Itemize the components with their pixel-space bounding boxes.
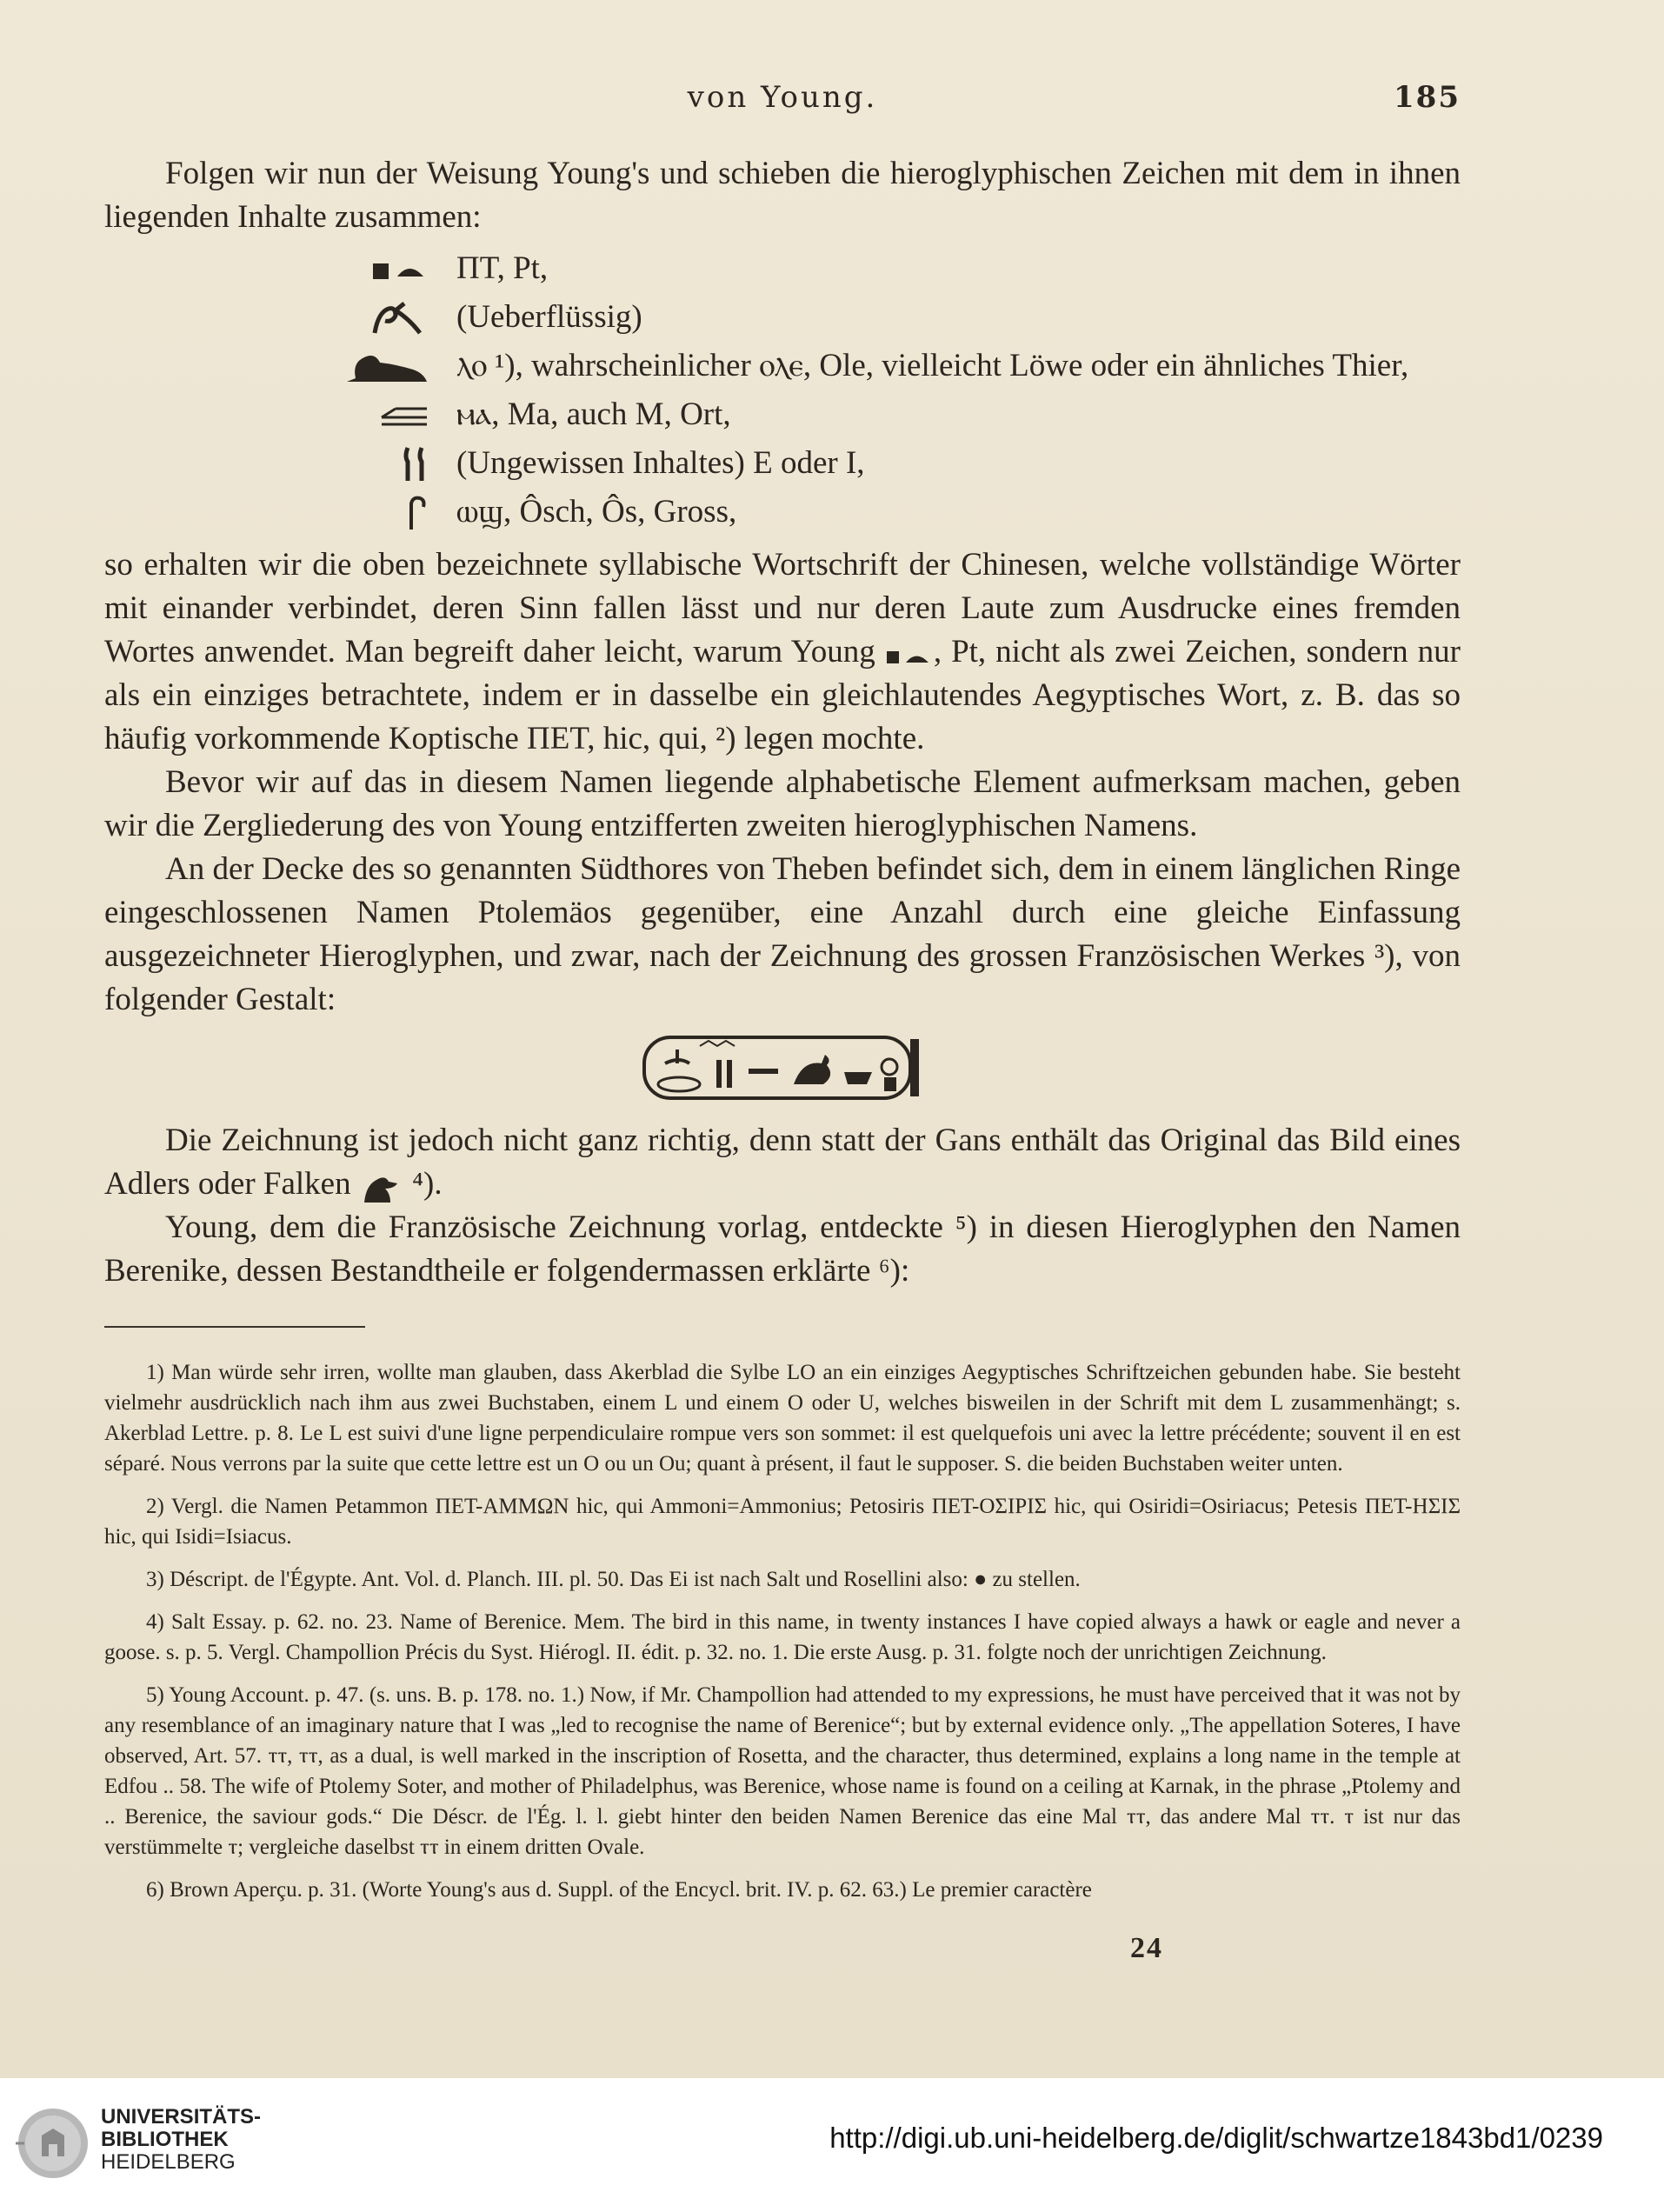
paragraph-4: An der Decke des so genannten Südthores von Theben befindet sich, dem in einem länglichen Ringe eingeschlossenen Namen Ptolemäos gegenüber, eine Anzahl durch eine gleiche Einfassung ausgezeichneter Hieroglyphen, und zwar, nach der Zeichnung des grossen Französischen Werkes ³), von folgender Gestalt: (104, 851, 1461, 1017)
pt-sign-inline-icon (885, 644, 934, 665)
glyph-list (104, 244, 1461, 536)
glyph-text: (Ungewissen Inhaltes) E oder I, (456, 445, 865, 481)
permalink-url[interactable]: http://digi.ub.uni-heidelberg.de/diglit/schwartze1843bd1/0239 (829, 2122, 1603, 2154)
falcon-sign-icon (359, 1168, 404, 1206)
page-number: 185 (1394, 80, 1461, 115)
paragraph-1: Folgen wir nun der Weisung Young's und schieben die hieroglyphischen Zeichen mit dem in ihnen liegenden Inhalte zusammen: (104, 156, 1461, 235)
glyph-row (104, 293, 1461, 342)
footnote: 4) Salt Essay. p. 62. no. 23. Name of Berenice. Mem. The bird in this name, in twenty instances I have copied always a hawk or eagle and never a goose. s. p. 5. Vergl. Champollion Précis du Syst. Hiérogl. II. édit. p. 32. no. 1. Die erste Ausg. p. 31. folgte noch der unrichtigen Zeichnung. (104, 1610, 1461, 1664)
footnote: 5) Young Account. p. 47. (s. uns. B. p. 178. no. 1.) Now, if Mr. Champollion had attended to my expressions, he must have perceived that it was not by any resemblance of an imaginary nature that I was „led to recognise the name of Berenice“; but by external evidence only. „The appellation Soteres, I have observed, Art. 57. ⲧⲧ, ⲧⲧ, as a dual, is well marked in the inscription of Rosetta, and the character, thus determined, explains a long name in the temple at Edfou .. 58. The wife of Ptolemy Soter, and mother of Philadelphus, was Berenice, whose name is found on a ceiling at Karnak, in the phrase „Ptolemy and .. Berenice, the saviour gods.“ Die Déscr. de l'Ég. l. l. giebt hinter den beiden Namen Berenice das eine Mal ⲧⲧ, das andere Mal ⲧⲧ. ⲧ ist nur das verstümmelte ⲧ; vergleiche daselbst ⲧⲧ in einem dritten Ovale. (104, 1683, 1461, 1859)
paragraph-6: Young, dem die Französische Zeichnung vorlag, entdeckte ⁵) in diesen Hieroglyphen den Namen Berenike, dessen Bestandtheile er folgendermassen erklärte ⁶): (104, 1209, 1461, 1289)
footnote: 1) Man würde sehr irren, wollte man glauben, dass Akerblad die Sylbe LO an ein einziges Aegyptisches Schriftzeichen gebunden habe. Sie besteht vielmehr ausdrücklich nach ihm aus zwei Buchstaben, einem L und einem O oder U, welches bisweilen in der Schrift mit dem L zusammenhängt; s. Akerblad Lettre. p. 8. Le L est suivi d'une ligne perpendiculaire rompue vers son sommet: il est quelquefois uni avec la lettre précédente; souvent il en est séparé. Nous verrons par la suite que cette lettre est un O ou un Ou; quant à présent, il faut le supposer. S. die beiden Buchstaben weiter unten. (104, 1361, 1461, 1476)
paragraph-2: so erhalten wir die oben bezeichnete syllabische Wortschrift der Chinesen, welche vollständige Wörter mit einander verbindet, deren Sinn fallen lässt und nur deren Laute zum Ausdrucke eines fremden Wortes anwendet. Man begreift daher leicht, warum Young , Pt, nicht als zwei Zeichen, sondern nur als ein einziges betrachtete, indem er in dasselbe ein gleichlautendes Aegyptisches Wort, z. B. das so häufig vorkommende Koptische ΠΕΤ, hic, qui, ²) legen mochte. (104, 547, 1461, 756)
lion-sign-icon (343, 347, 430, 385)
library-logo[interactable] (16, 2106, 261, 2181)
glyph-row (104, 488, 1461, 536)
running-title: von Young. (687, 80, 878, 115)
footnote: 3) Déscript. de l'Égypte. Ant. Vol. d. Planch. III. pl. 50. Das Ei ist nach Salt und Rosellini also: ● zu stellen. (146, 1568, 1081, 1591)
glyph-row (104, 342, 1461, 390)
footnote: 6) Brown Aperçu. p. 31. (Worte Young's aus d. Suppl. of the Encycl. brit. IV. p. 62. 63.) Le premier caractère (146, 1878, 1092, 1902)
viewer-footer (0, 2078, 1664, 2212)
footnote: 2) Vergl. die Namen Petammon ΠΕΤ-ΑΜΜΩΝ hic, qui Ammoni=Ammonius; Petosiris ΠΕΤ-ΟΣΙΡΙΣ hic, qui Osiridi=Osiriacus; Petesis ΠΕΤ-ΗΣΙΣ hic, qui Isidi=Isiacus. (104, 1495, 1461, 1549)
glyph-row (104, 244, 1461, 293)
body-text (104, 152, 1461, 1917)
footnote-rule (104, 1326, 365, 1328)
cartouche-icon (639, 1034, 926, 1102)
pt-sign-icon (369, 256, 430, 282)
glyph-text: ⲱϣ, Ôsch, Ôs, Gross, (456, 494, 737, 530)
horned-viper-sign-icon (369, 298, 430, 336)
library-seal-icon (16, 2106, 90, 2181)
glyph-text: (Ueberflüssig) (456, 299, 642, 335)
glyph-row (104, 390, 1461, 439)
paragraph-3: Bevor wir auf das in diesem Namen liegende alphabetische Element aufmerksam machen, geben wir die Zergliederung des von Young entzifferten zweiten hieroglyphischen Namens. (104, 764, 1461, 843)
reed-pair-sign-icon (401, 444, 430, 483)
glyph-row (104, 439, 1461, 488)
paragraph-5: Die Zeichnung ist jedoch nicht ganz richtig, denn statt der Gans enthält das Original das Bild eines Adlers oder Falken ⁴). (104, 1119, 1461, 1206)
ma-sign-icon (378, 402, 430, 428)
glyph-text: ΠΤ, Pt, (456, 250, 549, 286)
footnotes (104, 1357, 1461, 1905)
library-name: UNIVERSITÄTS- BIBLIOTHEK HEIDELBERG (101, 2105, 262, 2174)
osch-sign-icon (404, 493, 430, 531)
running-head (104, 80, 1461, 132)
glyph-text: ⲗⲟ ¹), wahrscheinlicher ⲟⲗⲉ, Ole, vielleicht Löwe oder ein ähnliches Thier, (456, 348, 1409, 383)
berenice-cartouche (104, 1034, 1461, 1102)
printer-signature: 24 (1130, 1932, 1163, 1964)
glyph-text: ⲙⲁ, Ma, auch M, Ort, (456, 396, 731, 432)
